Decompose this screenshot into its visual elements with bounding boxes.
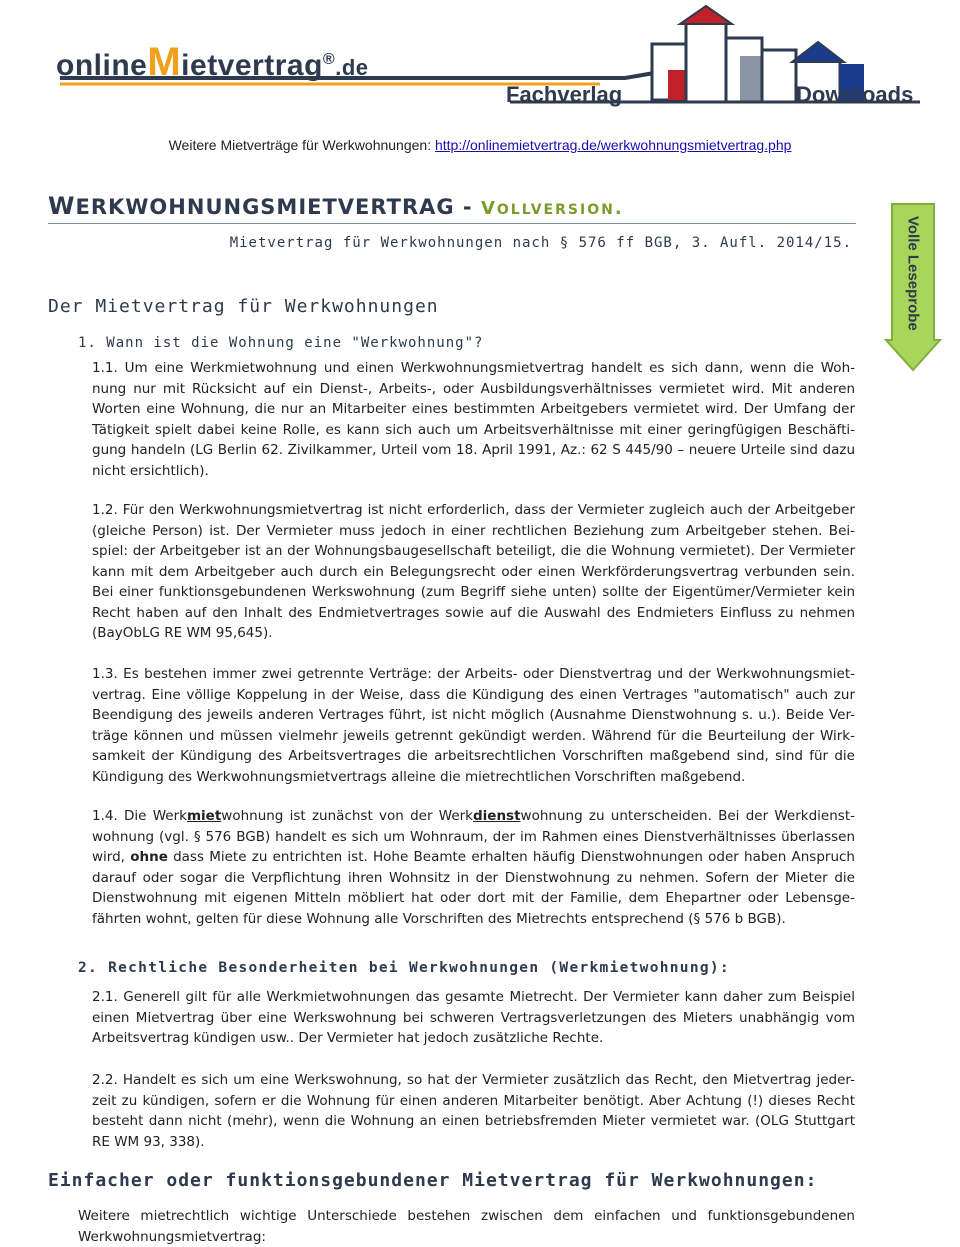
underlined-dienst: dienst [473,808,521,824]
logo-fachverlag: Fachverlag [506,82,623,107]
paragraph-3: Weitere mietrechtlich wichtige Unterschiede bestehen zwischen dem einfachen und funktionsgebundenen Werkwohnungsmietvertrag: [78,1208,855,1245]
bold-ohne: ohne [130,849,168,865]
paragraph-1-4: 1.4. Die Werkmietwohnung ist zunächst von der Werkdienstwohnung zu unterscheiden. Bei der Werkdienst-wohnung (vgl. § 576 BGB) handelt es sich um Wohnraum, der im Rahmen eines Dienstverhältnisses überlassen wird, ohne dass Miete zu entrichten ist. Hohe Beamte erhalten häufig Dienstwohnungen oder haben Anspruch darauf oder sogar die Verpflichtung ihren Wohnsitz in der Dienstwohnung zu nehmen. Sofern der Mieter die Dienstwohnung mit eigenen Mitteln möbliert hat oder dort mit der Familie, dem Ehepartner oder Lebensge-fährten wohnt, gelten für diese Wohnung alle Vorschriften des Mietrechts entsprechend (§ 576 b BGB). [92,808,855,927]
section-heading-einfacher: Einfacher oder funktionsgebundener Mietvertrag für Werkwohnungen: [48,1170,818,1191]
logo-wordmark: onlineMietvertrag®.de [56,40,369,84]
document-title: WERKWOHNUNGSMIETVERTRAG - VOLLVERSION. [48,192,624,220]
paragraph-2-1: 2.1. Generell gilt für alle Werkmietwohnungen das gesamte Mietrecht. Der Vermieter kann daher zum Beispiel einen Mietvertrag über eine Werkswohnung bei schweren Vertragsverletzungen des Mieters unabhängig vom Arbeitsvertrag kündigen usw.. Der Vermieter hat jedoch zusätzliche Rechte. [92,989,855,1046]
title-divider [48,223,856,224]
more-contracts-line [0,137,960,153]
logo-downloads: Downloads [796,82,914,107]
section-heading-mietvertrag: Der Mietvertrag für Werkwohnungen [48,296,439,317]
subheading-werkwohnung: 1. Wann ist die Wohnung eine "Werkwohnung"? [78,335,484,351]
paragraph-1-1: 1.1. Um eine Werkmietwohnung und einen Werkwohnungsmietvertrag handelt es sich dann, wenn die Woh-nung nur mit Rücksicht auf ein Dienst-, Arbeits-, oder Ausbildungsverhältnisses vermietet wird. Mit anderen Worten eine Wohnung, die nur an Mitarbeiter eines bestimmten Arbeitgebers vermietet wird. Der Umfang der Tätigkeit spielt dabei keine Rolle, es kann sich auch um Arbeitsverhältnisse mit einer geringfügigen Beschäfti-gung handeln (LG Berlin 62. Zivilkammer, Urteil vom 18. April 1991, Az.: 62 S 445/90 – neuere Urteile sind dazu nicht ersichtlich). [92,360,855,479]
paragraph-1-2: 1.2. Für den Werkwohnungsmietvertrag ist nicht erforderlich, dass der Vermieter zugleich auch der Arbeitgeber (gleiche Person) ist. Der Vermieter muss jedoch in einer rechtlichen Beziehung zum Arbeitgeber stehen. Bei-spiel: der Arbeitgeber ist an der Wohnungsbaugesellschaft beteiligt, die die Wohnung vermietet). Der Vermieter kann mit dem Arbeitgeber auch durch ein Belegungsrecht oder einen Werkförderungsvertrag verbunden sein. Bei einer funktionsgebundenen Werkswohnung (zum Begriff siehe unten) sollte der Eigentümer/Vermieter kein Recht haben auf den Inhalt des Endmietvertrages sowie auf die Auswahl des Endmieters Einfluss zu nehmen (BayObLG RE WM 95,645). [92,502,855,641]
section-heading-besonderheiten: 2. Rechtliche Besonderheiten bei Werkwohnungen (Werkmietwohnung): [78,960,730,976]
more-contracts-link[interactable]: http://onlinemietvertrag.de/werkwohnungsmietvertrag.php [434,137,792,153]
underlined-miet: miet [186,808,222,824]
paragraph-2-2: 2.2. Handelt es sich um eine Werkswohnung, so hat der Vermieter zusätzlich das Recht, den Mietvertrag jeder-zeit zu kündigen, sofern er die Wohnung für einen anderen Mitarbeiter benötigt. Aber Achtung (!) dieses Recht besteht dann nicht (mehr), wenn die Wohnung an einen betriebsfremden Mieter vermietet war. (OLG Stuttgart RE WM 93, 338). [92,1072,855,1150]
document-subtitle: Mietvertrag für Werkwohnungen nach § 576 ff BGB, 3. Aufl. 2014/15. [229,235,852,251]
more-contracts-label: Weitere Mietverträge für Werkwohnungen: [168,137,435,153]
paragraph-1-3: 1.3. Es bestehen immer zwei getrennte Verträge: der Arbeits- oder Dienstvertrag und der Werkwohnungsmiet-vertrag. Eine völlige Koppelung in der Weise, dass die Kündigung des einen Vertrages "automatisch" auch zur Beendigung des jeweils anderen Vertrages führt, ist nicht möglich (Ausnahme Dienstwohnung s. u.). Beide Ver-träge können und müssen vielmehr jeweils getrennt gekündigt werden. Während für die Beurteilung der Wirk-samkeit der Kündigung des Arbeitsvertrages die arbeitsrechtlichen Vorschriften maßgebend sind, sind für die Kündigung des Werkwohnungsmietvertrags alleine die mietrechtlichen Vorschriften maßgebend. [92,666,855,785]
badge-label: Volle Leseprobe [904,215,922,331]
